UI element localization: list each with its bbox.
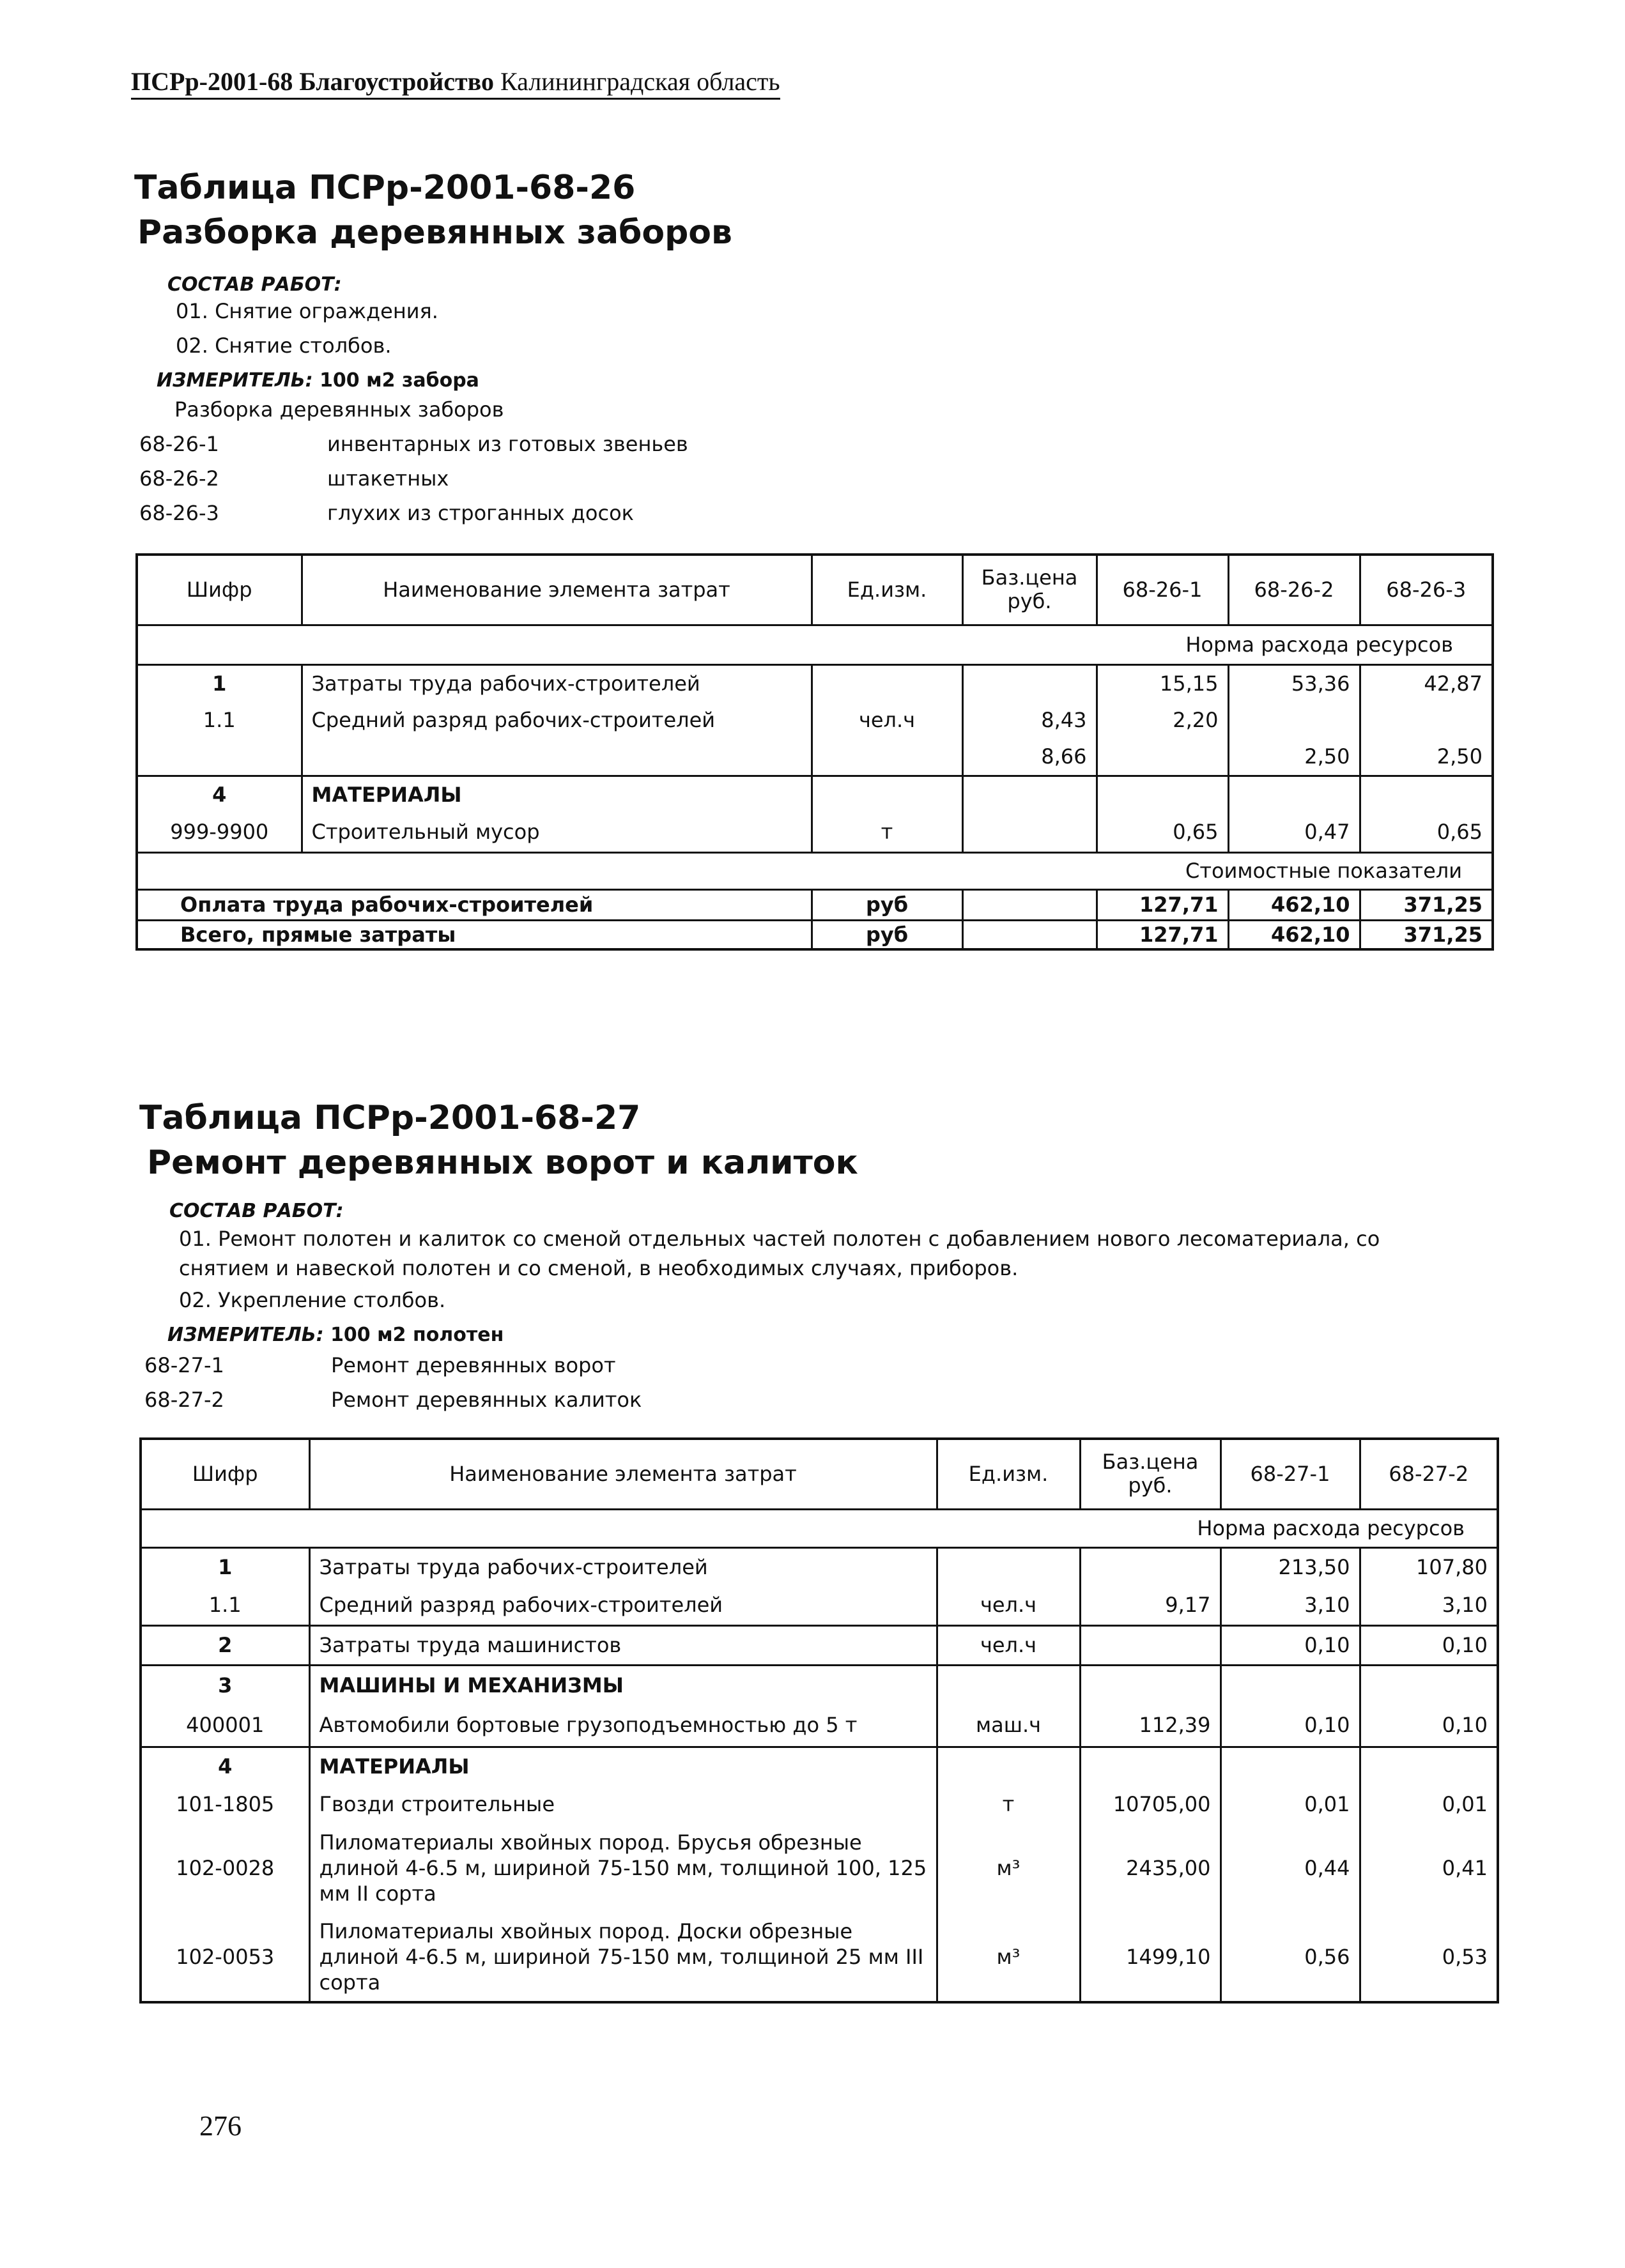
table-row [141, 1785, 1498, 1823]
table26-row5-v3: 0,65 [1360, 813, 1493, 852]
table26-row3-name [302, 739, 812, 776]
table27-row7-unit: т [937, 1785, 1080, 1823]
table26-variant-code-2: 68-26-2 [139, 466, 219, 491]
table27-row8-v1: 0,44 [1221, 1823, 1360, 1913]
table26-measure [157, 369, 479, 392]
table26-total1-v1: 127,71 [1097, 889, 1228, 920]
table27-row6-v1 [1221, 1747, 1360, 1785]
table27-work-item-2: 02. Укрепление столбов. [179, 1288, 446, 1312]
table27-row3-name: Затраты труда машинистов [309, 1625, 937, 1665]
table26-total2-price [962, 920, 1097, 949]
table27-row2-cipher: 1.1 [208, 1593, 242, 1618]
table26-row4-v1 [1097, 776, 1228, 813]
table27-head-col-2: 68-27-2 [1360, 1439, 1498, 1509]
table27-row4-cipher: 3 [218, 1673, 233, 1697]
table27-head-price [1080, 1439, 1221, 1509]
running-header-region: Калининградская область [500, 67, 780, 96]
table26-subtitle: Разборка деревянных заборов [137, 213, 732, 252]
table27-row7-name: Гвозди строительные [309, 1785, 937, 1823]
table27-measure [167, 1324, 504, 1346]
table26-row3-v3: 2,50 [1360, 739, 1493, 776]
table26-row3-v1 [1097, 739, 1228, 776]
table27-head-col-1: 68-27-1 [1221, 1439, 1360, 1509]
table27-row5-name: Автомобили бортовые грузоподъемностью до 5 т [309, 1705, 937, 1747]
table27-row1-unit [937, 1547, 1080, 1586]
table27-row1-price [1080, 1547, 1221, 1586]
table27-head-unit: Ед.изм. [937, 1439, 1080, 1509]
table26-total1-v3: 371,25 [1360, 889, 1493, 920]
table26-row3-price: 8,66 [962, 739, 1097, 776]
table27-row3-unit: чел.ч [937, 1625, 1080, 1665]
running-header [131, 66, 780, 100]
table26-row1-cipher: 1 [212, 671, 227, 696]
table26-work-item-2: 02. Снятие столбов. [176, 333, 392, 358]
table26-row3-v2: 2,50 [1228, 739, 1360, 776]
table26-row5-name: Строительный мусор [302, 813, 812, 852]
table27-measure-label: ИЗМЕРИТЕЛЬ: [167, 1324, 324, 1346]
table-row [141, 1913, 1498, 2002]
table27-subtitle: Ремонт деревянных ворот и калиток [147, 1144, 858, 1182]
table26-row2-unit: чел.ч [812, 701, 962, 739]
table27-row9-v2: 0,53 [1360, 1913, 1498, 2002]
table27-row1-v2: 107,80 [1360, 1547, 1498, 1586]
table-row [137, 889, 1493, 920]
table26-grid [135, 553, 1494, 951]
table27-row3-price [1080, 1625, 1221, 1665]
table27-row5-cipher: 400001 [186, 1713, 265, 1738]
table27-row2-unit: чел.ч [937, 1586, 1080, 1625]
table27-work-item-1-line-1: 01. Ремонт полотен и калиток со сменой отдельных частей полотен с добавлением нового лесоматериала, со [179, 1227, 1380, 1251]
table26-header-row [137, 555, 1493, 625]
table26-head-price-l1: Баз.цена [981, 565, 1078, 590]
table27-row2-v1: 3,10 [1221, 1586, 1360, 1625]
table26-row4-v2 [1228, 776, 1360, 813]
table27-row4-name: МАШИНЫ И МЕХАНИЗМЫ [309, 1665, 937, 1705]
table26-row1-v1: 15,15 [1097, 664, 1228, 701]
table-row [137, 920, 1493, 949]
table26-row2-price: 8,43 [962, 701, 1097, 739]
table26-row5-v1: 0,65 [1097, 813, 1228, 852]
table-row [137, 776, 1493, 813]
table27-row7-v1: 0,01 [1221, 1785, 1360, 1823]
table27-row9-v1: 0,56 [1221, 1913, 1360, 2002]
table26-row2-v1: 2,20 [1097, 701, 1228, 739]
table26-row1-name: Затраты труда рабочих-строителей [302, 664, 812, 701]
table-row [141, 1547, 1498, 1586]
table27-row6-cipher: 4 [218, 1754, 233, 1779]
table26-total2-name: Всего, прямые затраты [180, 922, 456, 947]
table26-row5-unit: т [812, 813, 962, 852]
table27-head-cipher: Шифр [192, 1461, 258, 1486]
table27-row5-unit: маш.ч [937, 1705, 1080, 1747]
table27-work-item-1-line-2: снятием и навеской полотен и со сменой, в необходимых случаях, приборов. [179, 1256, 1019, 1280]
table27-row5-v2: 0,10 [1360, 1705, 1498, 1747]
table27-row6-name: МАТЕРИАЛЫ [309, 1747, 937, 1785]
table27-row2-name: Средний разряд рабочих-строителей [309, 1586, 937, 1625]
table27-row6-v2 [1360, 1747, 1498, 1785]
table27-norm-row [141, 1509, 1498, 1547]
table27-row4-v2 [1360, 1665, 1498, 1705]
table27-variant-name-2: Ремонт деревянных калиток [331, 1388, 642, 1412]
table26-measure-value: 100 м2 забора [320, 369, 479, 392]
table26-head-name: Наименование элемента затрат [302, 555, 812, 625]
table26-head-col-2: 68-26-2 [1228, 555, 1360, 625]
table26-total2-v1: 127,71 [1097, 920, 1228, 949]
table27-row3-v2: 0,10 [1360, 1625, 1498, 1665]
table26-row5-price [962, 813, 1097, 852]
table26-row1-price [962, 664, 1097, 701]
table26-row3-unit [812, 739, 962, 776]
table27-head-price-l2: руб. [1128, 1473, 1173, 1498]
table27-row9-name: Пиломатериалы хвойных пород. Доски обрезные длиной 4-6.5 м, шириной 75-150 мм, толщиной 25 мм III сорта [309, 1913, 937, 2002]
table27-row2-price: 9,17 [1080, 1586, 1221, 1625]
table26-row2-cipher: 1.1 [203, 708, 236, 732]
table-row [137, 813, 1493, 852]
table26-head-price [962, 555, 1097, 625]
table26-row3-cipher [137, 739, 302, 776]
table26-total1-v2: 462,10 [1228, 889, 1360, 920]
table27-row4-unit [937, 1665, 1080, 1705]
table26-row4-unit [812, 776, 962, 813]
table26-norm-row [137, 625, 1493, 664]
table-row [141, 1665, 1498, 1705]
table26-head-cipher: Шифр [186, 577, 252, 602]
table-row [141, 1705, 1498, 1747]
table26-norm-label: Норма расхода ресурсов [1185, 632, 1453, 657]
table-row [141, 1823, 1498, 1913]
table26-work-label: СОСТАВ РАБОТ: [167, 273, 342, 296]
table26-row2-name: Средний разряд рабочих-строителей [302, 701, 812, 739]
table27-row1-cipher: 1 [218, 1554, 233, 1579]
table27-variant-name-1: Ремонт деревянных ворот [331, 1353, 616, 1377]
table26-total2-unit: руб [812, 920, 962, 949]
table26-row2-v3 [1360, 701, 1493, 739]
table26-work-item-1: 01. Снятие ограждения. [176, 299, 438, 323]
table26-variant-code-3: 68-26-3 [139, 501, 219, 525]
table27-row9-cipher: 102-0053 [176, 1945, 275, 1969]
table27-work-label: СОСТАВ РАБОТ: [169, 1200, 344, 1222]
table26-row1-v3: 42,87 [1360, 664, 1493, 701]
table26-cost-label: Стоимостные показатели [1185, 859, 1462, 883]
table27-row4-v1 [1221, 1665, 1360, 1705]
table27-row3-cipher: 2 [218, 1633, 233, 1657]
table26-variant-name-2: штакетных [327, 466, 449, 491]
table26-head-unit: Ед.изм. [812, 555, 962, 625]
table27-row9-price: 1499,10 [1080, 1913, 1221, 2002]
table27-row8-unit: м³ [937, 1823, 1080, 1913]
table27-title: Таблица ПСРр-2001-68-27 [139, 1099, 641, 1137]
table-row [137, 664, 1493, 701]
table-row [141, 1586, 1498, 1625]
table26-total1-unit: руб [812, 889, 962, 920]
table27-grid [139, 1437, 1499, 2004]
table26-total1-price [962, 889, 1097, 920]
table26-measure-label: ИЗМЕРИТЕЛЬ: [157, 369, 313, 392]
table26-row1-v2: 53,36 [1228, 664, 1360, 701]
table27-row3-v1: 0,10 [1221, 1625, 1360, 1665]
table26-title: Таблица ПСРр-2001-68-26 [134, 169, 636, 207]
table-row [141, 1625, 1498, 1665]
table27-row5-v1: 0,10 [1221, 1705, 1360, 1747]
table27-row6-price [1080, 1747, 1221, 1785]
table27-head-name: Наименование элемента затрат [309, 1439, 937, 1509]
table26-row5-v2: 0,47 [1228, 813, 1360, 852]
table-row [137, 739, 1493, 776]
table-row [137, 701, 1493, 739]
table26-total1-name: Оплата труда рабочих-строителей [180, 893, 594, 917]
table26-variant-code-1: 68-26-1 [139, 432, 219, 456]
table26-head-col-1: 68-26-1 [1097, 555, 1228, 625]
table26-row4-name: МАТЕРИАЛЫ [302, 776, 812, 813]
table27-row8-name: Пиломатериалы хвойных пород. Брусья обрезные длиной 4-6.5 м, шириной 75-150 мм, толщиной 100, 125 мм II сорта [309, 1823, 937, 1913]
table26-variant-name-3: глухих из строганных досок [327, 501, 634, 525]
table26-total2-v2: 462,10 [1228, 920, 1360, 949]
table27-norm-label: Норма расхода ресурсов [1197, 1516, 1465, 1540]
table27-row1-name: Затраты труда рабочих-строителей [309, 1547, 937, 1586]
table27-row7-price: 10705,00 [1080, 1785, 1221, 1823]
table27-row8-cipher: 102-0028 [176, 1856, 275, 1880]
running-header-bold: ПСРр-2001-68 Благоустройство [131, 67, 495, 96]
table27-row7-v2: 0,01 [1360, 1785, 1498, 1823]
table26-row4-price [962, 776, 1097, 813]
table26-row4-v3 [1360, 776, 1493, 813]
table26-total2-v3: 371,25 [1360, 920, 1493, 949]
table27-variant-code-2: 68-27-2 [144, 1388, 224, 1412]
table27-row5-price: 112,39 [1080, 1705, 1221, 1747]
table27-row8-v2: 0,41 [1360, 1823, 1498, 1913]
table26-row1-unit [812, 664, 962, 701]
table27-measure-value: 100 м2 полотен [330, 1324, 504, 1346]
table26-row5-cipher: 999-9900 [170, 820, 269, 845]
table26-head-price-l2: руб. [1007, 589, 1052, 614]
table27-row2-v2: 3,10 [1360, 1586, 1498, 1625]
table27-row9-unit: м³ [937, 1913, 1080, 2002]
table26-group-name: Разборка деревянных заборов [174, 397, 504, 422]
table26-row4-cipher: 4 [212, 782, 227, 807]
table27-row8-price: 2435,00 [1080, 1823, 1221, 1913]
table26-variant-name-1: инвентарных из готовых звеньев [327, 432, 688, 456]
table27-variant-code-1: 68-27-1 [144, 1353, 224, 1377]
table27-row4-price [1080, 1665, 1221, 1705]
page-number: 276 [199, 2110, 242, 2142]
table27-head-price-l1: Баз.цена [1102, 1450, 1199, 1475]
table27-row7-cipher: 101-1805 [176, 1792, 275, 1816]
table-row [141, 1747, 1498, 1785]
table27-header-row [141, 1439, 1498, 1509]
table26-row2-v2 [1228, 701, 1360, 739]
table27-row1-v1: 213,50 [1221, 1547, 1360, 1586]
table27-row6-unit [937, 1747, 1080, 1785]
table26-head-col-3: 68-26-3 [1360, 555, 1493, 625]
table26-cost-row [137, 852, 1493, 889]
